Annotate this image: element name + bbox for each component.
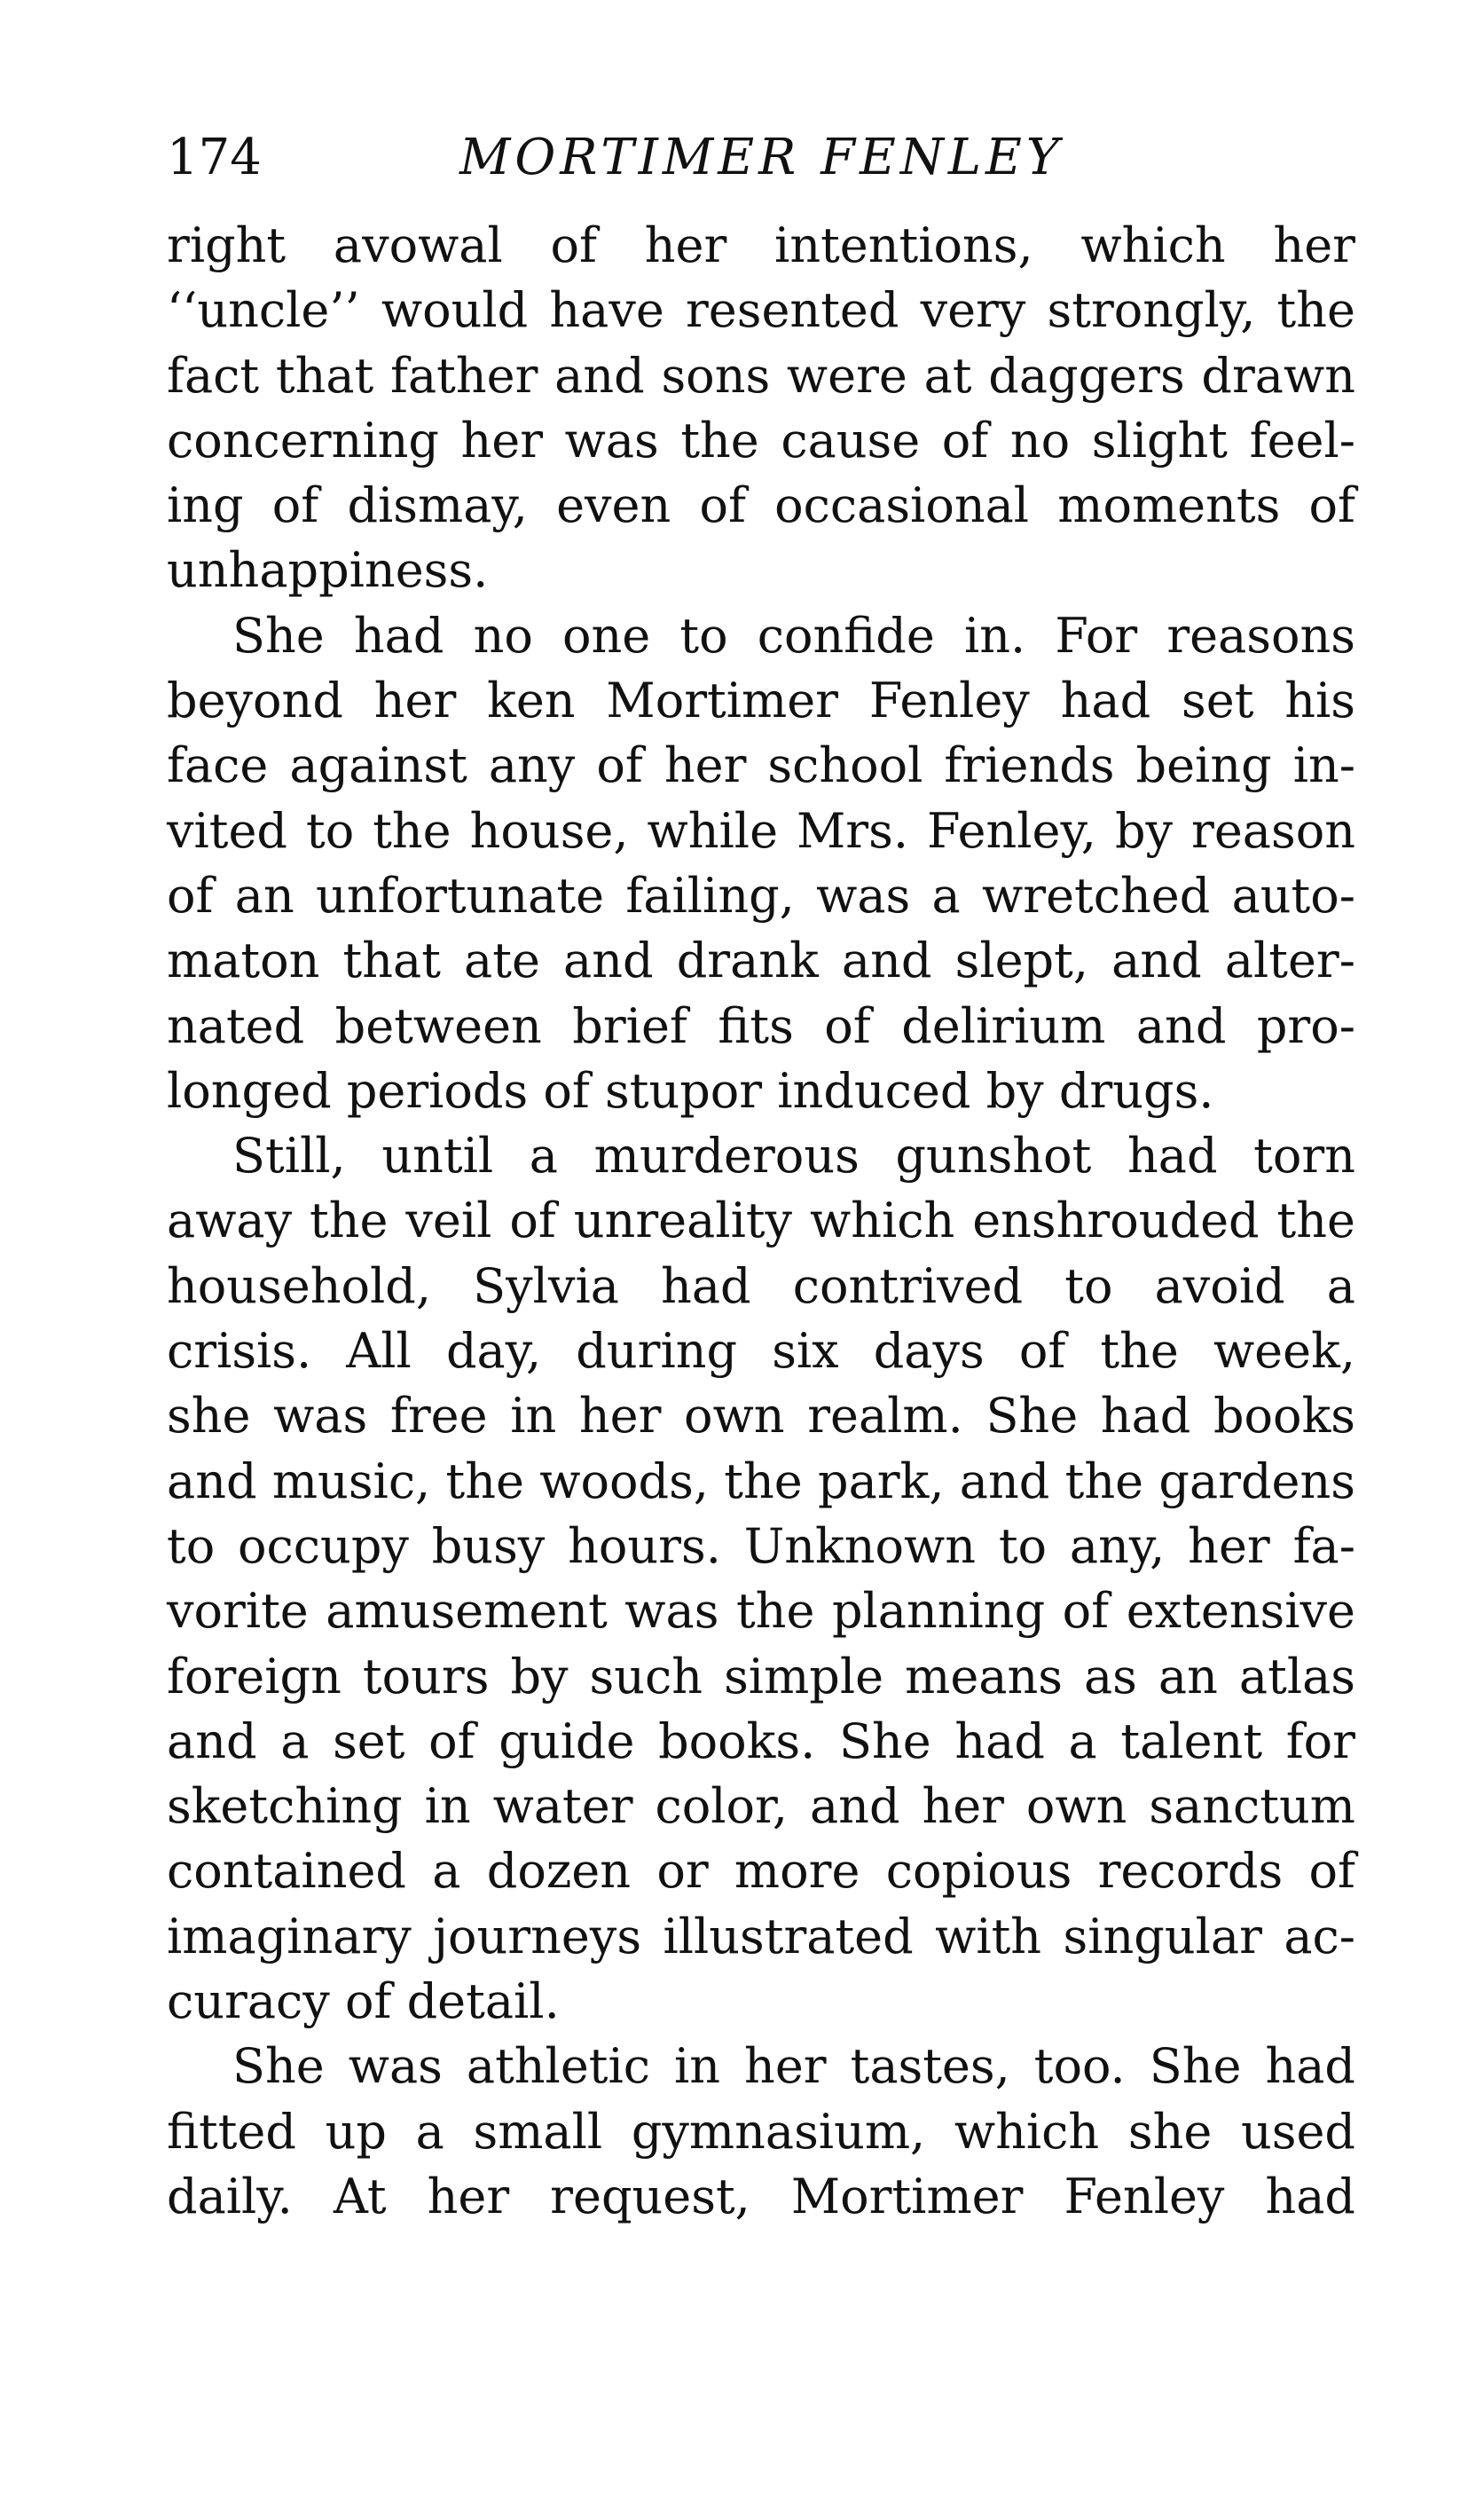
text-line: ing of dismay, even of occasional moments of bbox=[167, 477, 1355, 534]
text-line: foreign tours by such simple means as an atlas bbox=[167, 1648, 1355, 1704]
text-line: beyond her ken Mortimer Fenley had set his bbox=[167, 673, 1355, 729]
paragraph-first-line: She had no one to confide in. For reasons bbox=[232, 607, 1355, 664]
text-line: curacy of detail. bbox=[167, 1973, 560, 2030]
text-line: she was free in her own realm. She had books bbox=[167, 1388, 1355, 1444]
body-text bbox=[167, 213, 1355, 2229]
text-line: sketching in water color, and her own sanctum bbox=[167, 1778, 1355, 1835]
running-head: MORTIMER FENLEY bbox=[459, 129, 1064, 186]
text-line: vorite amusement was the planning of extensive bbox=[167, 1583, 1355, 1640]
text-line: face against any of her school friends being in- bbox=[167, 737, 1355, 794]
page-number: 174 bbox=[167, 129, 262, 186]
text-line: crisis. All day, during six days of the week, bbox=[167, 1323, 1355, 1380]
text-line: away the veil of unreality which enshrouded the bbox=[167, 1193, 1355, 1249]
text-line: right avowal of her intentions, which her bbox=[167, 217, 1355, 273]
page-header bbox=[167, 122, 1355, 193]
text-line: vited to the house, while Mrs. Fenley, by reason bbox=[167, 802, 1355, 859]
text-line: contained a dozen or more copious records of bbox=[167, 1843, 1355, 1900]
text-line: of an unfortunate failing, was a wretched auto- bbox=[167, 867, 1355, 924]
text-line: and a set of guide books. She had a talent for bbox=[167, 1712, 1355, 1769]
text-line: to occupy busy hours. Unknown to any, her fa- bbox=[167, 1517, 1355, 1574]
text-line: maton that ate and drank and slept, and alter- bbox=[167, 933, 1355, 989]
text-line: imaginary journeys illustrated with singular ac- bbox=[167, 1908, 1355, 1964]
paragraph-first-line: Still, until a murderous gunshot had torn bbox=[232, 1128, 1355, 1185]
text-line: fact that father and sons were at daggers drawn bbox=[167, 347, 1355, 404]
text-line: household, Sylvia had contrived to avoid a bbox=[167, 1257, 1355, 1314]
text-line: fitted up a small gymnasium, which she used bbox=[167, 2103, 1355, 2160]
text-line: longed periods of stupor induced by drugs. bbox=[167, 1062, 1214, 1119]
text-line: concerning her was the cause of no slight feel- bbox=[167, 412, 1355, 468]
text-line: nated between brief fits of delirium and pro- bbox=[167, 997, 1355, 1054]
paragraph-first-line: She was athletic in her tastes, too. She had bbox=[232, 2038, 1355, 2095]
text-line: unhappiness. bbox=[167, 542, 489, 599]
text-line: ‘‘uncle’’ would have resented very strongly, the bbox=[167, 282, 1355, 339]
text-line: daily. At her request, Mortimer Fenley had bbox=[167, 2168, 1355, 2224]
text-line: and music, the woods, the park, and the gardens bbox=[167, 1452, 1355, 1509]
